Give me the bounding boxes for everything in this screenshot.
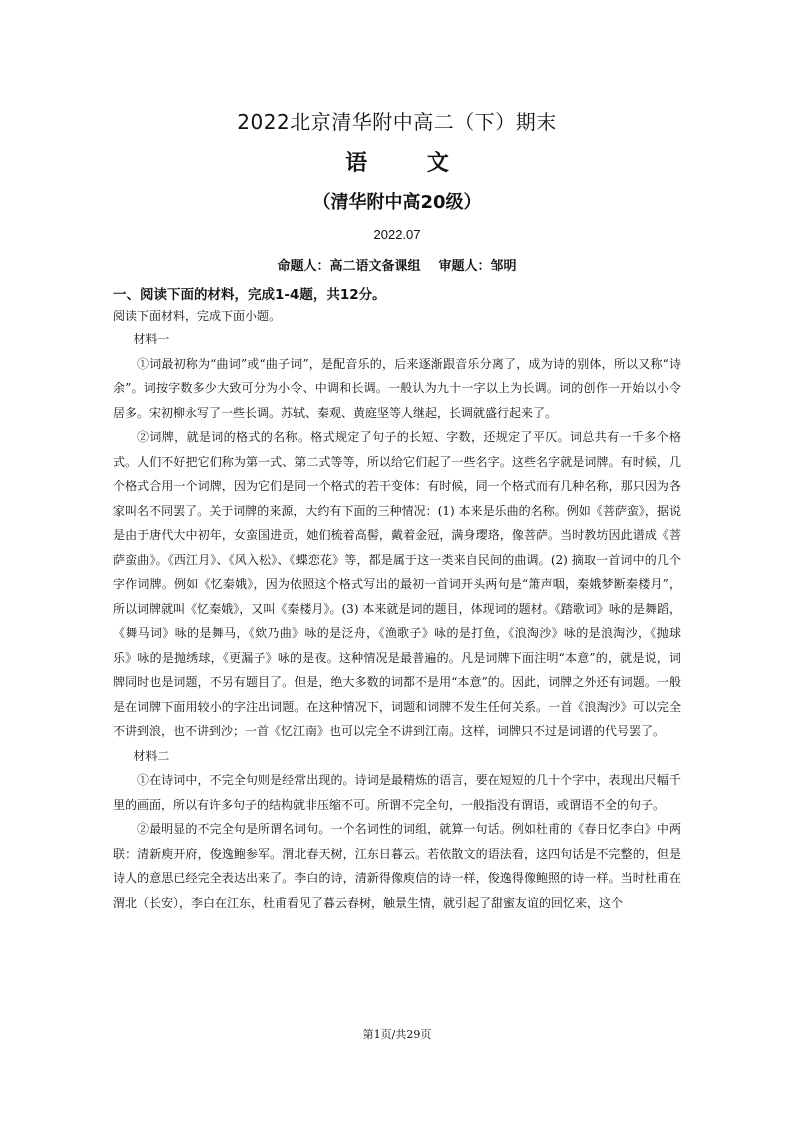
subject-title: 语 文: [345, 151, 475, 176]
exam-title: 2022北京清华附中高二（下）期末: [237, 110, 557, 134]
material2-label: 材料二: [133, 748, 170, 763]
section-instruction: 阅读下面材料，完成下面小题。: [113, 309, 282, 323]
material1-paragraph-2: ②词牌，就是词的格式的名称。格式规定了句子的长短、字数，还规定了平仄。词总共有一千多个格式。人们不好把它们称为第一式、第二式等等，所以给它们起了一些名字。这些名字就是词牌。有时候，几个格式合用一个词牌，因为它们是同一个格式的若干变体：有时候，同一个格式而有几种名称，那只因为各家叫名不同罢了。关于词牌的来源，大约有下面的三种情况：(1) 本来是乐曲的名称。例如《菩萨蛮》，据说是由于唐代大中初年，女蛮国进贡，她们梳着高髻，戴着金冠，满身璎珞，像菩萨。当时教坊因此谱成《菩萨蛮曲》。《西江月》、《风入松》、《蝶恋花》等，都是属于这一类来自民间的曲调。(2) 摘取一首词中的几个字作词牌。例如《忆秦娥》，因为依照这个格式写出的最初一首词开头两句是“箫声咽，秦娥梦断秦楼月”，所以词牌就叫《忆秦娥》，又叫《秦楼月》。(3) 本来就是词的题目，体现词的题材。《踏歌词》咏的是舞蹈，《舞马词》咏的是舞马，《欸乃曲》咏的是泛舟，《渔歌子》咏的是打鱼，《浪淘沙》咏的是浪淘沙，《抛球乐》咏的是抛绣球，《更漏子》咏的是夜。这种情况是最普遍的。凡是词牌下面注明“本意”的，就是说，词牌同时也是词题，不另有题目了。但是，绝大多数的词都不是用“本意”的。因此，词牌之外还有词题。一般是在词牌下面用较小的字注出词题。在这种情况下，词题和词牌不发生任何关系。一首《浪淘沙》可以完全不讲到浪，也不讲到沙；一首《忆江南》也可以完全不讲到江南。这样，词牌只不过是词谱的代号罢了。: [113, 430, 681, 738]
material2-paragraph-2: ②最明显的不完全句是所谓名词句。一个名词性的词组，就算一句话。例如杜甫的《春日忆李白》中两联：清新庾开府，俊逸鲍参军。渭北春天树，江东日暮云。若依散文的语法看，这四句话是不完整的，但是诗人的意思已经完全表达出来了。李白的诗，清新得像庾信的诗一样，俊逸得像鲍照的诗一样。当时杜甫在渭北（长安），李白在江东，杜甫看见了暮云春树，触景生情，就引起了甜蜜友谊的回忆来，这个: [113, 822, 681, 910]
exam-date: 2022.07: [373, 227, 421, 242]
reviewer: 审题人：邹明: [438, 259, 517, 274]
grade-title: （清华附中高20级）: [312, 192, 482, 213]
passage-body: [113, 327, 681, 915]
material2-paragraph-1: ①在诗词中，不完全句则是经常出现的。诗词是最精炼的语言，要在短短的几十个字中，表现出尺幅千里的画面，所以有许多句子的结构就非压缩不可。所谓不完全句，一般指没有谓语，或谓语不全的句子。: [113, 773, 681, 812]
material1-paragraph-1: ①词最初称为“曲词”或“曲子词”，是配音乐的，后来逐渐跟音乐分离了，成为诗的别体，所以又称“诗余”。词按字数多少大致可分为小令、中调和长调。一般认为九十一字以上为长调。词的创作一开始以小令居多。宋初柳永写了一些长调。苏轼、秦观、黄庭坚等人继起，长调就盛行起来了。: [113, 356, 681, 420]
page-number: 第1页/共29页: [362, 1028, 432, 1041]
author-line: [0, 255, 794, 274]
material1-label: 材料一: [133, 332, 170, 346]
section-heading: 一、阅读下面的材料，完成1-4题，共12分。: [113, 287, 386, 303]
setter: 命题人：高二语文备课组: [277, 259, 421, 274]
